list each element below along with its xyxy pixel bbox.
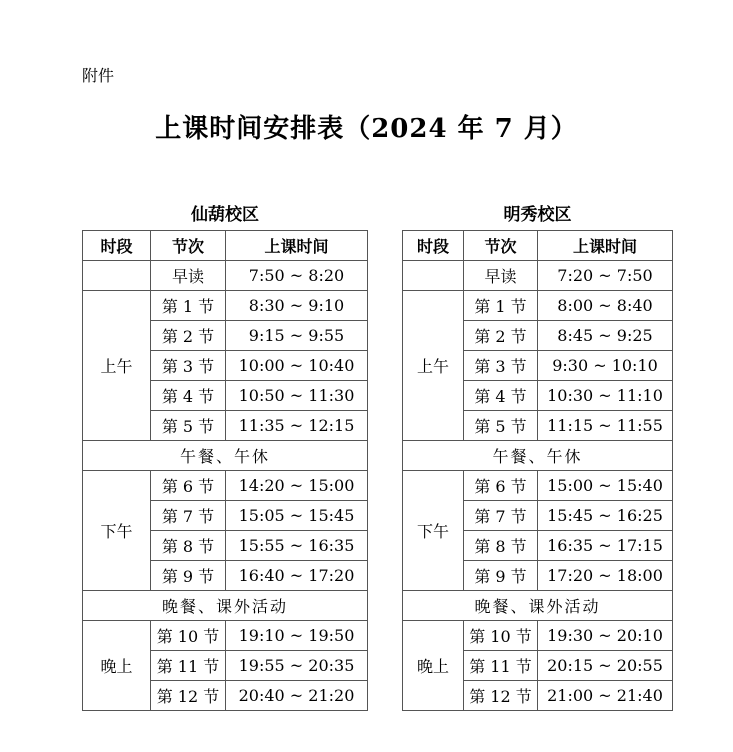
time-cell: 10:00 ~ 10:40	[226, 351, 368, 381]
break-row	[403, 441, 673, 471]
time-cell: 7:20 ~ 7:50	[538, 261, 673, 291]
lesson-cell: 第 4 节	[464, 381, 538, 411]
period-cell: 上午	[83, 291, 151, 441]
table-row	[83, 291, 368, 321]
break-cell: 晚餐、课外活动	[83, 591, 368, 621]
period-cell	[403, 261, 464, 291]
break-row	[83, 441, 368, 471]
header-time: 上课时间	[226, 231, 368, 261]
time-cell: 8:45 ~ 9:25	[538, 321, 673, 351]
time-cell: 11:15 ~ 11:55	[538, 411, 673, 441]
lesson-cell: 第 11 节	[464, 651, 538, 681]
table-row	[403, 471, 673, 501]
period-cell: 上午	[403, 291, 464, 441]
header-lesson: 节次	[464, 231, 538, 261]
time-cell: 19:30 ~ 20:10	[538, 621, 673, 651]
table-row	[403, 291, 673, 321]
time-cell: 10:50 ~ 11:30	[226, 381, 368, 411]
table-row	[403, 261, 673, 291]
header-row	[83, 231, 368, 261]
lesson-cell: 早读	[464, 261, 538, 291]
time-cell: 21:00 ~ 21:40	[538, 681, 673, 711]
time-cell: 8:30 ~ 9:10	[226, 291, 368, 321]
table-row	[83, 471, 368, 501]
lesson-cell: 第 9 节	[151, 561, 226, 591]
lesson-cell: 第 7 节	[151, 501, 226, 531]
header-row	[403, 231, 673, 261]
lesson-cell: 第 1 节	[151, 291, 226, 321]
lesson-cell: 第 12 节	[464, 681, 538, 711]
campus-name: 明秀校区	[503, 205, 572, 225]
time-cell: 20:15 ~ 20:55	[538, 651, 673, 681]
lesson-cell: 第 8 节	[464, 531, 538, 561]
campus-name: 仙葫校区	[191, 205, 259, 225]
lesson-cell: 第 4 节	[151, 381, 226, 411]
lesson-cell: 第 3 节	[464, 351, 538, 381]
campus-schedule-mingxiu	[402, 200, 673, 711]
time-cell: 15:55 ~ 16:35	[226, 531, 368, 561]
table-row	[83, 261, 368, 291]
break-cell: 午餐、午休	[403, 441, 673, 471]
time-cell: 17:20 ~ 18:00	[538, 561, 673, 591]
lesson-cell: 第 2 节	[151, 321, 226, 351]
time-cell: 11:35 ~ 12:15	[226, 411, 368, 441]
time-cell: 19:55 ~ 20:35	[226, 651, 368, 681]
time-cell: 14:20 ~ 15:00	[226, 471, 368, 501]
lesson-cell: 第 7 节	[464, 501, 538, 531]
time-cell: 9:15 ~ 9:55	[226, 321, 368, 351]
table-row	[403, 621, 673, 651]
time-cell: 19:10 ~ 19:50	[226, 621, 368, 651]
page-title: 上课时间安排表（2024 年 7 月）	[155, 114, 578, 144]
lesson-cell: 第 12 节	[151, 681, 226, 711]
break-cell: 晚餐、课外活动	[403, 591, 673, 621]
attachment-label: 附件	[82, 66, 115, 85]
time-cell: 16:35 ~ 17:15	[538, 531, 673, 561]
header-period: 时段	[83, 231, 151, 261]
time-cell: 15:45 ~ 16:25	[538, 501, 673, 531]
lesson-cell: 第 6 节	[464, 471, 538, 501]
time-cell: 7:50 ~ 8:20	[226, 261, 368, 291]
time-cell: 9:30 ~ 10:10	[538, 351, 673, 381]
campus-schedule-xianhu	[82, 200, 368, 711]
lesson-cell: 第 8 节	[151, 531, 226, 561]
period-cell: 下午	[403, 471, 464, 591]
lesson-cell: 第 10 节	[151, 621, 226, 651]
time-cell: 15:05 ~ 15:45	[226, 501, 368, 531]
lesson-cell: 第 1 节	[464, 291, 538, 321]
period-cell	[83, 261, 151, 291]
lesson-cell: 第 5 节	[464, 411, 538, 441]
lesson-cell: 第 3 节	[151, 351, 226, 381]
lesson-cell: 第 5 节	[151, 411, 226, 441]
lesson-cell: 第 10 节	[464, 621, 538, 651]
header-lesson: 节次	[151, 231, 226, 261]
lesson-cell: 第 6 节	[151, 471, 226, 501]
schedule-table	[82, 230, 368, 711]
lesson-cell: 早读	[151, 261, 226, 291]
break-cell: 午餐、午休	[83, 441, 368, 471]
time-cell: 8:00 ~ 8:40	[538, 291, 673, 321]
table-row	[83, 621, 368, 651]
break-row	[403, 591, 673, 621]
time-cell: 20:40 ~ 21:20	[226, 681, 368, 711]
time-cell: 16:40 ~ 17:20	[226, 561, 368, 591]
lesson-cell: 第 2 节	[464, 321, 538, 351]
time-cell: 15:00 ~ 15:40	[538, 471, 673, 501]
header-period: 时段	[403, 231, 464, 261]
time-cell: 10:30 ~ 11:10	[538, 381, 673, 411]
period-cell: 晚上	[403, 621, 464, 711]
period-cell: 晚上	[83, 621, 151, 711]
lesson-cell: 第 11 节	[151, 651, 226, 681]
schedule-table	[402, 230, 673, 711]
lesson-cell: 第 9 节	[464, 561, 538, 591]
header-time: 上课时间	[538, 231, 673, 261]
period-cell: 下午	[83, 471, 151, 591]
break-row	[83, 591, 368, 621]
